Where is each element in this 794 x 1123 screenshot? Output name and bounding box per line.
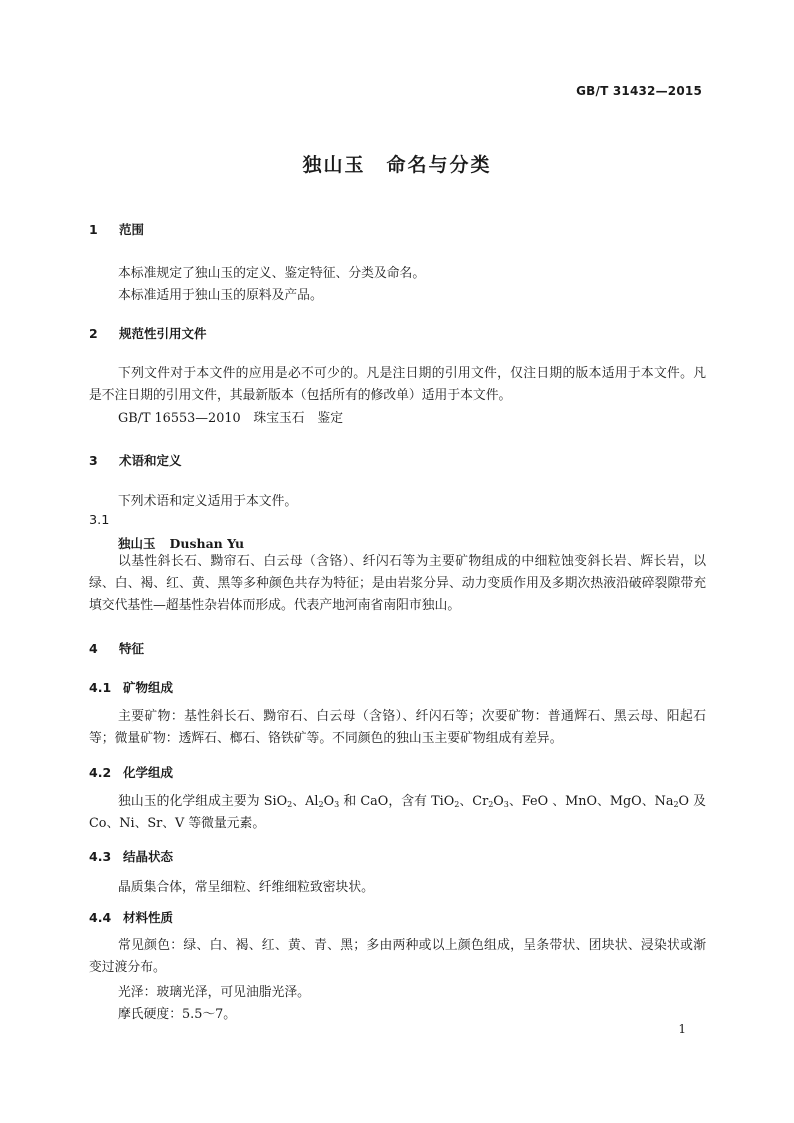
definition-text: 以基性斜长石、黝帘石、白云母（含铬）、纤闪石等为主要矿物组成的中细粒蚀变斜长岩、辉长岩，以绿、白、褐、红、黄、黑等多种颜色共存为特征；是由岩浆分异、动力变质作用及多期次热液沿破碎裂隙带充填交代基性—超基性杂岩体而形成。代表产地河南省南阳市独山。 <box>89 554 706 613</box>
standard-number: GB/T 31432—2015 <box>576 84 702 98</box>
term-english: Dushan Yu <box>169 536 245 551</box>
subsection-number: 4.2 <box>89 765 112 780</box>
normative-reference: GB/T 16553—2010 珠宝玉石 鉴定 <box>118 411 343 426</box>
section-number: 2 <box>89 326 98 341</box>
scope-line-2: 本标准适用于独山玉的原料及产品。 <box>118 288 323 303</box>
section-3-heading <box>89 451 182 469</box>
document-title: 独山玉 命名与分类 <box>302 154 492 176</box>
term-heading <box>118 534 244 552</box>
page-number: 1 <box>678 1022 686 1036</box>
common-color <box>89 935 706 979</box>
term-number: 3.1 <box>89 513 110 528</box>
mineral-composition <box>89 706 706 750</box>
normative-text: 下列文件对于本文件的应用是必不可少的。凡是注日期的引用文件，仅注日期的版本适用于本文件。凡是不注日期的引用文件，其最新版本（包括所有的修改单）适用于本文件。 <box>89 366 706 403</box>
subsection-number: 4.1 <box>89 680 112 695</box>
section-title: 特征 <box>119 641 145 656</box>
term-chinese: 独山玉 <box>118 536 156 551</box>
subsection-number: 4.4 <box>89 910 112 925</box>
subsection-4-1-heading <box>89 678 173 696</box>
section-title: 规范性引用文件 <box>119 326 207 341</box>
subsection-title: 化学组成 <box>123 765 174 780</box>
subsection-4-3-heading <box>89 847 173 865</box>
normative-paragraph <box>89 363 706 407</box>
mohs-hardness: 摩氏硬度：5.5～7。 <box>118 1007 237 1022</box>
section-1-heading <box>89 220 144 238</box>
subsection-title: 结晶状态 <box>123 849 174 864</box>
crystal-state: 晶质集合体，常呈细粒、纤维细粒致密块状。 <box>118 880 374 895</box>
section-title: 术语和定义 <box>119 453 182 468</box>
subsection-title: 材料性质 <box>123 910 174 925</box>
subsection-number: 4.3 <box>89 849 112 864</box>
color-text: 常见颜色：绿、白、褐、红、黄、青、黑；多由两种或以上颜色组成，呈条带状、团块状、浸染状或渐变过渡分布。 <box>89 938 706 975</box>
chemical-text: 独山玉的化学组成主要为 SiO$_2$、$Al_2O_3$ 和 CaO，含有 TiO$_2$、$Cr_2O_3$、FeO 、MnO、MgO、$Na_2O$ 及 Co、Ni、Sr、V 等微量元素。 <box>89 794 706 831</box>
section-title: 范围 <box>119 222 145 237</box>
subsection-4-4-heading <box>89 908 173 926</box>
mineral-text: 主要矿物：基性斜长石、黝帘石、白云母（含铬）、纤闪石等；次要矿物：普通辉石、黑云母、阳起石等；微量矿物：透辉石、榔石、铬铁矿等。不同颜色的独山玉主要矿物组成有差异。 <box>89 709 706 746</box>
term-definition <box>89 551 706 617</box>
section-number: 3 <box>89 453 98 468</box>
subsection-title: 矿物组成 <box>123 680 174 695</box>
chemical-composition <box>89 791 706 835</box>
terms-intro: 下列术语和定义适用于本文件。 <box>118 494 298 509</box>
section-number: 1 <box>89 222 98 237</box>
section-2-heading <box>89 324 207 342</box>
subsection-4-2-heading <box>89 763 173 781</box>
section-4-heading <box>89 639 144 657</box>
luster: 光泽：玻璃光泽，可见油脂光泽。 <box>118 985 310 1000</box>
scope-line-1: 本标准规定了独山玉的定义、鉴定特征、分类及命名。 <box>118 266 426 281</box>
section-number: 4 <box>89 641 98 656</box>
